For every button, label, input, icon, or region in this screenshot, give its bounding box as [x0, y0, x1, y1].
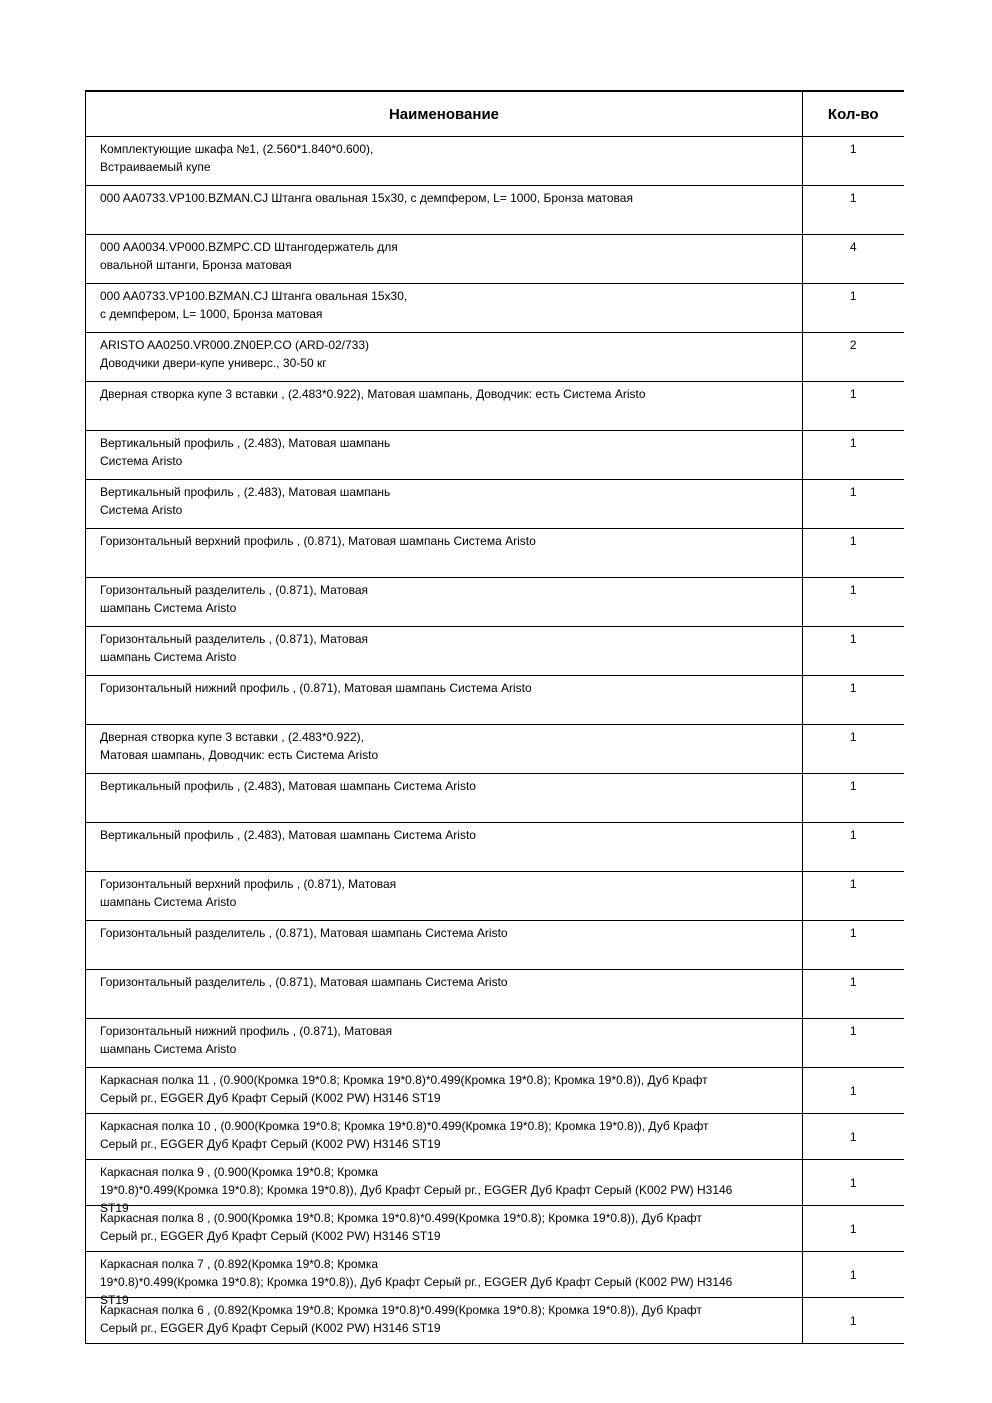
item-name-line: Встраиваемый купе	[100, 160, 211, 174]
item-name-line: Система Aristo	[100, 454, 183, 468]
item-name-cell	[86, 1068, 803, 1114]
item-name-cell	[86, 1114, 803, 1160]
table-body	[86, 137, 904, 1344]
item-qty-cell: 4	[803, 235, 904, 284]
item-qty-cell: 1	[803, 1160, 904, 1206]
table-row	[86, 1252, 904, 1298]
item-name-line: Дверная створка купе 3 вставки , (2.483*0.922), Матовая шампань, Доводчик: есть Система Aristo	[100, 387, 646, 401]
item-name-line: Серый рг., EGGER Дуб Крафт Серый (K002 PW) H3146 ST19	[100, 1321, 441, 1335]
item-name-cell	[86, 235, 803, 284]
item-name-line: Матовая шампань, Доводчик: есть Система Aristo	[100, 748, 379, 762]
item-qty-cell: 1	[803, 431, 904, 480]
item-name-line: Каркасная полка 7 , (0.892(Кромка 19*0.8; Кромка	[100, 1257, 379, 1271]
item-name-line: ST19	[100, 1201, 129, 1215]
item-name-line: Каркасная полка 8 , (0.900(Кромка 19*0.8; Кромка 19*0.8)*0.499(Кромка 19*0.8); Кромка 19*0.8)), Дуб Крафт	[100, 1211, 702, 1225]
table-row	[86, 1160, 904, 1206]
table-row	[86, 529, 904, 578]
table-row	[86, 186, 904, 235]
table-row	[86, 872, 904, 921]
item-qty-cell: 1	[803, 1298, 904, 1344]
items-table	[85, 90, 904, 1344]
table-row	[86, 1019, 904, 1068]
item-name-line: 000 AA0034.VP000.BZMPC.CD Штангодержатель для	[100, 240, 398, 254]
table-row	[86, 137, 904, 186]
item-name-line: Горизонтальный разделитель , (0.871), Матовая шампань Система Aristo	[100, 975, 508, 989]
table-row	[86, 921, 904, 970]
item-name-line: Серый рг., EGGER Дуб Крафт Серый (K002 PW) H3146 ST19	[100, 1137, 441, 1151]
table-row	[86, 578, 904, 627]
item-qty-cell: 1	[803, 1019, 904, 1068]
table-row	[86, 235, 904, 284]
item-name-line: шампань Система Aristo	[100, 895, 237, 909]
item-name-cell	[86, 1206, 803, 1252]
item-name-line: Каркасная полка 10 , (0.900(Кромка 19*0.8; Кромка 19*0.8)*0.499(Кромка 19*0.8); Кромка 19*0.8)), Дуб Крафт	[100, 1119, 709, 1133]
item-name-cell	[86, 186, 803, 235]
item-qty-cell: 1	[803, 774, 904, 823]
item-name-cell	[86, 529, 803, 578]
item-name-line: Вертикальный профиль , (2.483), Матовая шампань Система Aristo	[100, 779, 476, 793]
item-name-cell	[86, 333, 803, 382]
item-qty-cell: 1	[803, 480, 904, 529]
item-name-line: шампань Система Aristo	[100, 1042, 237, 1056]
item-name-line: 19*0.8)*0.499(Кромка 19*0.8); Кромка 19*0.8)), Дуб Крафт Серый рг., EGGER Дуб Крафт Серый (K002 PW) H3146	[100, 1183, 733, 1197]
table-row	[86, 431, 904, 480]
item-name-line: 000 AA0733.VP100.BZMAN.CJ Штанга овальная 15х30,	[100, 289, 408, 303]
item-qty-cell: 1	[803, 1068, 904, 1114]
item-name-line: овальной штанги, Бронза матовая	[100, 258, 292, 272]
item-name-cell	[86, 1252, 803, 1307]
table-row	[86, 382, 904, 431]
item-name-line: Вертикальный профиль , (2.483), Матовая шампань Система Aristo	[100, 828, 476, 842]
item-name-cell	[86, 921, 803, 970]
item-name-line: Вертикальный профиль , (2.483), Матовая шампань	[100, 436, 391, 450]
table-row	[86, 970, 904, 1019]
item-qty-cell: 1	[803, 676, 904, 725]
item-name-line: Вертикальный профиль , (2.483), Матовая шампань	[100, 485, 391, 499]
item-qty-cell: 2	[803, 333, 904, 382]
item-name-line: Система Aristo	[100, 503, 183, 517]
table-header-row	[86, 91, 904, 137]
item-name-line: Серый рг., EGGER Дуб Крафт Серый (K002 PW) H3146 ST19	[100, 1091, 441, 1105]
item-name-cell	[86, 1298, 803, 1344]
item-qty-cell: 1	[803, 970, 904, 1019]
item-name-line: Доводчики двери-купе универс., 30-50 кг	[100, 356, 327, 370]
item-name-cell	[86, 137, 803, 186]
item-name-line: Горизонтальный верхний профиль , (0.871), Матовая	[100, 877, 397, 891]
table-row	[86, 1206, 904, 1252]
item-qty-cell: 1	[803, 529, 904, 578]
item-name-line: шампань Система Aristo	[100, 601, 237, 615]
item-qty-cell: 1	[803, 186, 904, 235]
item-name-cell	[86, 578, 803, 627]
table-row	[86, 725, 904, 774]
table-row	[86, 480, 904, 529]
item-name-cell	[86, 382, 803, 431]
item-qty-cell: 1	[803, 872, 904, 921]
table-row	[86, 1114, 904, 1160]
item-name-cell	[86, 431, 803, 480]
item-name-cell	[86, 725, 803, 774]
item-name-line: Комплектующие шкафа №1, (2.560*1.840*0.600),	[100, 142, 374, 156]
item-name-line: Горизонтальный разделитель , (0.871), Матовая шампань Система Aristo	[100, 926, 508, 940]
item-qty-cell: 1	[803, 1114, 904, 1160]
table-row	[86, 1298, 904, 1344]
item-name-line: 19*0.8)*0.499(Кромка 19*0.8); Кромка 19*0.8)), Дуб Крафт Серый рг., EGGER Дуб Крафт Серый (K002 PW) H3146	[100, 1275, 733, 1289]
item-qty-cell: 1	[803, 725, 904, 774]
table-row	[86, 676, 904, 725]
table-row	[86, 823, 904, 872]
table-row	[86, 627, 904, 676]
item-name-line: 000 AA0733.VP100.BZMAN.CJ Штанга овальная 15х30, с демпфером, L= 1000, Бронза матовая	[100, 191, 633, 205]
item-name-line: Каркасная полка 9 , (0.900(Кромка 19*0.8; Кромка	[100, 1165, 379, 1179]
item-name-cell	[86, 1160, 803, 1215]
column-header-name: Наименование	[86, 91, 803, 137]
item-name-cell	[86, 627, 803, 676]
item-name-line: Горизонтальный нижний профиль , (0.871), Матовая шампань Система Aristo	[100, 681, 532, 695]
item-qty-cell: 1	[803, 627, 904, 676]
item-name-line: ST19	[100, 1293, 129, 1307]
item-name-cell	[86, 774, 803, 823]
item-name-cell	[86, 284, 803, 333]
table-row	[86, 774, 904, 823]
item-qty-cell: 1	[803, 382, 904, 431]
item-name-line: Горизонтальный разделитель , (0.871), Матовая	[100, 632, 368, 646]
item-name-cell	[86, 872, 803, 921]
item-name-line: с демпфером, L= 1000, Бронза матовая	[100, 307, 323, 321]
table-row	[86, 333, 904, 382]
item-qty-cell: 1	[803, 921, 904, 970]
item-name-cell	[86, 1019, 803, 1068]
table-row	[86, 284, 904, 333]
item-name-line: Каркасная полка 6 , (0.892(Кромка 19*0.8; Кромка 19*0.8)*0.499(Кромка 19*0.8); Кромка 19*0.8)), Дуб Крафт	[100, 1303, 702, 1317]
item-name-line: Дверная створка купе 3 вставки , (2.483*0.922),	[100, 730, 365, 744]
item-name-cell	[86, 480, 803, 529]
item-name-line: Горизонтальный нижний профиль , (0.871), Матовая	[100, 1024, 393, 1038]
table-row	[86, 1068, 904, 1114]
item-name-line: Каркасная полка 11 , (0.900(Кромка 19*0.8; Кромка 19*0.8)*0.499(Кромка 19*0.8); Кромка 19*0.8)), Дуб Крафт	[100, 1073, 708, 1087]
item-qty-cell: 1	[803, 1206, 904, 1252]
item-name-line: Горизонтальный верхний профиль , (0.871), Матовая шампань Система Aristo	[100, 534, 536, 548]
item-name-line: Горизонтальный разделитель , (0.871), Матовая	[100, 583, 368, 597]
item-name-line: шампань Система Aristo	[100, 650, 237, 664]
item-name-line: ARISTO AA0250.VR000.ZN0EP.CO (ARD-02/733)	[100, 338, 370, 352]
item-qty-cell: 1	[803, 284, 904, 333]
item-name-line: Серый рг., EGGER Дуб Крафт Серый (K002 PW) H3146 ST19	[100, 1229, 441, 1243]
item-name-cell	[86, 970, 803, 1019]
item-qty-cell: 1	[803, 137, 904, 186]
item-qty-cell: 1	[803, 823, 904, 872]
item-name-cell	[86, 823, 803, 872]
item-qty-cell: 1	[803, 578, 904, 627]
item-name-cell	[86, 676, 803, 725]
column-header-qty: Кол-во	[803, 91, 904, 137]
item-qty-cell: 1	[803, 1252, 904, 1298]
